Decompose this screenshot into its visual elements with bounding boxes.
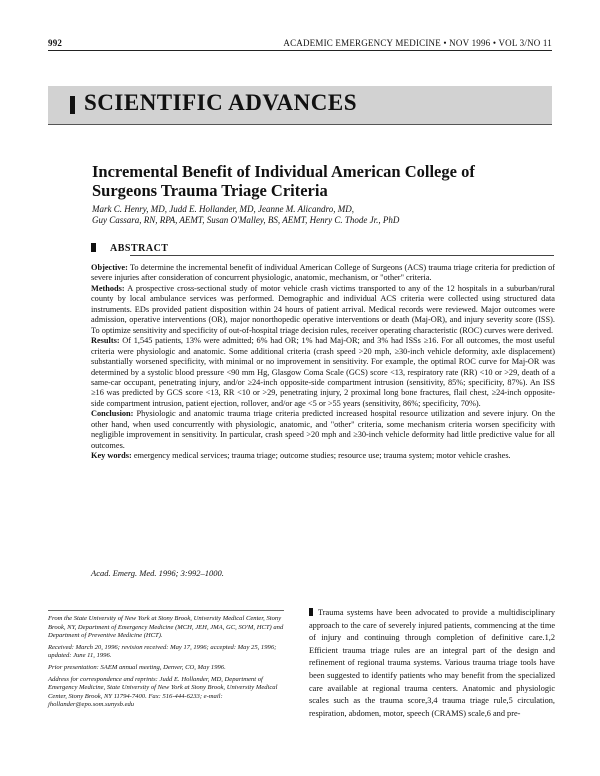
keywords-label: Key words: <box>91 451 132 461</box>
header-rule <box>48 50 552 51</box>
abstract-rule <box>130 255 554 256</box>
journal-line: ACADEMIC EMERGENCY MEDICINE • NOV 1996 • VOL 3/NO 11 <box>283 38 552 48</box>
footnote-presentation: Prior presentation: SAEM annual meeting, Denver, CO, May 1996. <box>48 663 226 671</box>
abstract-heading-label: ABSTRACT <box>110 243 169 254</box>
citation-text: Acad. Emerg. Med. 1996; 3:992–1000. <box>91 568 224 578</box>
results-label: Results: <box>91 336 120 346</box>
body-paragraph <box>309 607 555 720</box>
abstract-objective <box>91 263 555 284</box>
methods-label: Methods: <box>91 283 125 293</box>
abstract-results <box>91 336 555 409</box>
abstract-body <box>91 263 555 462</box>
keywords-text: emergency medical services; trauma triage; outcome studies; resource use; trauma system; motor vehicle crashes. <box>131 451 511 461</box>
objective-label: Objective: <box>91 263 128 272</box>
abstract-heading <box>91 243 168 254</box>
footnote-affiliation: From the State University of New York at Stony Brook, University Medical Center, Stony Brook, NY, Department of Emergency Medicine (MCH, JEH, JMA, GC, SO'M, HCT) and Department of Preventive Medicine (HCT). <box>48 615 284 640</box>
abstract-keywords <box>91 451 555 461</box>
footnote-correspondence: Address for correspondence and reprints: Judd E. Hollander, MD, Department of Emergency Medicine, State University of New York at Stony Brook, University Medical Center, Stony Brook, NY 11794-7400. Fax: 516-444-6233; e-mail: jhollander@epo.som.sunysb.edu <box>48 675 278 709</box>
body-text: Trauma systems have been advocated to provide a multidisciplinary approach to the care of severely injured patients, commencing at the time of injury and continuing through completion of definitive care.1,2 Efficient trauma triage rules are an integral part of the design and refinement of regional trauma systems. Various trauma triage tools have been suggested to identify patients who may benefit from the specialized care available at regional trauma centers. Anatomic and physiologic scales such as the trauma score,3,4 trauma triage rule,5 circulation, respiration, abdomen, motor, speech (CRAMS) scale,6 and pre- <box>309 608 555 718</box>
authors-line-2: Guy Cassara, RN, RPA, AEMT, Susan O'Malley, BS, AEMT, Henry C. Thode Jr., PhD <box>92 215 400 225</box>
heading-marker <box>91 243 96 252</box>
author-list <box>92 204 522 226</box>
abstract-conclusion <box>91 409 555 451</box>
section-banner <box>48 86 552 124</box>
footnotes <box>48 610 284 713</box>
body-column <box>309 607 555 720</box>
section-title: SCIENTIFIC ADVANCES <box>84 90 358 115</box>
page-number: 992 <box>48 38 63 48</box>
results-text: Of 1,545 patients, 13% were admitted; 6% had OR; 1% had Maj-OR; and 3% had ISSs ≥16. For all outcomes, the most useful criteria were physiologic and anatomic. Some additional criteria (crash speed >20 mph, ≥30-inch vehicle deformity, axle displacement) substantially worsened specificity, with minimal or no improvement in sensitivity. For example, the optimal ROC curve for Maj-OR was determined by a systolic blood pressure <90 mm Hg, Glasgow Coma Scale (GCS) score <13, respiratory rate (RR) <10 or >29, death of a same-car occupant, penetrating injury, and/or ≥24-inch opposite-side compartment intrusion (sensitivity, 85%; specificity, 87%). An ISS ≥16 was predicted by GCS score <13, RR <10 or >29, penetrating injury, 2 proximal long bone fractures, flail chest, ≥24-inch opposite-side compartment intrusion, patient ejection, rollover, and/or age <5 or >55 years (sensitivity, 86%; specificity, 70%). <box>91 336 555 408</box>
paragraph-marker <box>309 608 313 616</box>
conclusion-text: Physiologic and anatomic trauma triage criteria predicted increased hospital resource utilization and severe injury. On the other hand, when used concurrently with physiologic, anatomic, and "other" criteria, some mechanism criteria worsen specificity with negligible improvement in sensitivity. In particular, crash speed >20 mph and ≥30-inch vehicle deformity had little predictive value for all outcomes. <box>91 409 555 450</box>
article-title: Incremental Benefit of Individual American College of Surgeons Trauma Triage Criteria <box>92 162 475 200</box>
banner-rule <box>48 124 552 125</box>
methods-text: A prospective cross-sectional study of motor vehicle crash victims transported to any of the 12 hospitals in a suburban/rural county by local ambulance services was performed. Demographic and individual ACS criteria were collected using structured data instruments. EDs provided patient disposition within 24 hours of patient arrival. Medical records were reviewed. Major outcomes were admission, operative interventions (OR), major nonorthopedic operative interventions or death (Maj-OR), and injury severity score (ISS). To optimize sensitivity and specificity of out-of-hospital triage decision rules, receiver operating characteristic (ROC) curves were derived. <box>91 283 555 335</box>
section-marker <box>70 96 75 114</box>
objective-text: To determine the incremental benefit of individual American College of Surgeons (ACS) trauma triage criteria for prediction of severe injuries after consideration of concurrent physiologic, anatomic, mechanism, or "other" criteria. <box>91 263 555 283</box>
footnote-rule <box>48 610 284 611</box>
abstract-methods <box>91 284 555 336</box>
conclusion-label: Conclusion: <box>91 409 134 419</box>
running-header <box>48 38 552 50</box>
authors-line-1: Mark C. Henry, MD, Judd E. Hollander, MD, Jeanne M. Alicandro, MD, <box>92 204 354 214</box>
footnote-received: Received: March 20, 1996; revision received: May 17, 1996; accepted: May 25, 1996; updated: June 11, 1996. <box>48 643 277 660</box>
citation <box>91 568 224 578</box>
